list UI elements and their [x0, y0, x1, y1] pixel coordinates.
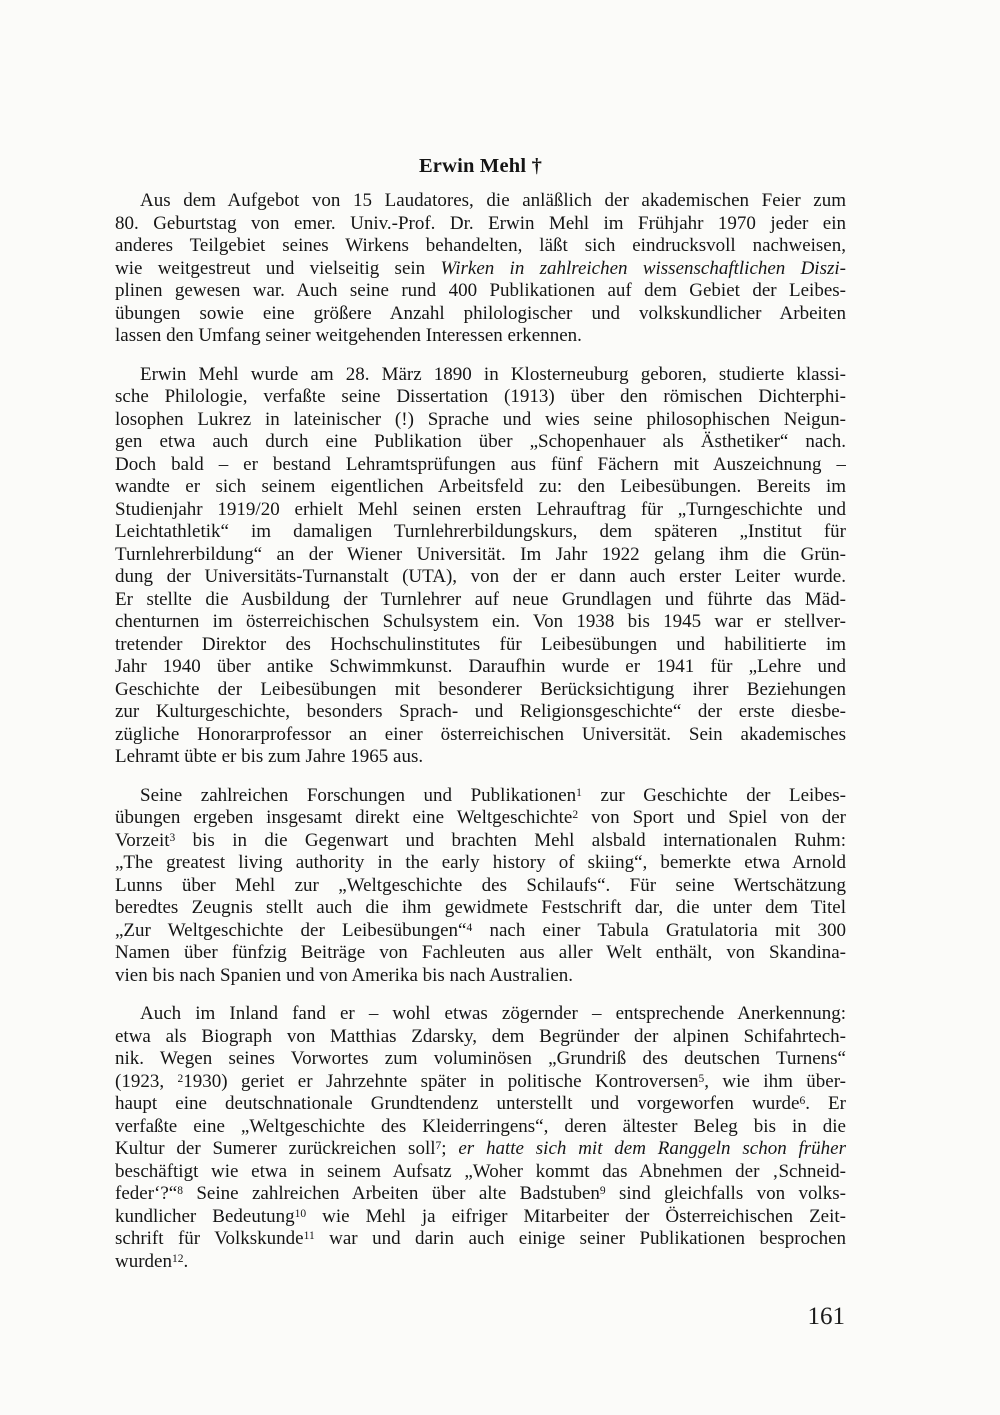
text-line: [115, 454, 846, 477]
footnote-reference: 10: [294, 1207, 307, 1220]
text-run: Jahr 1940 über antike Schwimmkunst. Daraufhin wurde er 1941 für „Lehre und: [115, 656, 846, 677]
text-line: [115, 1093, 846, 1116]
text-run: Er stellte die Ausbildung der Turnlehrer auf neue Grundlagen und führte das Mäd-: [115, 588, 846, 610]
text-run: wie Mehl ja eifriger Mitarbeiter der Österreichischen Zeit-: [306, 1205, 846, 1227]
text-line: [115, 303, 846, 326]
text-line: [115, 875, 846, 898]
text-line: [115, 409, 846, 432]
text-line: [115, 1228, 846, 1251]
text-run: Lehramt übte er bis zum Jahre 1965 aus.: [115, 746, 424, 767]
text-line: [115, 521, 846, 544]
text-line: [115, 656, 846, 679]
text-run: sind gleichfalls von volks-: [605, 1183, 846, 1204]
text-run: plinen gewesen war. Auch seine rund 400 Publikationen auf dem Gebiet der Leibes-: [115, 280, 846, 301]
text-run: Turnlehrerbildung“ an der Wiener Universität. Im Jahr 1922 gelang ihm die Grün-: [115, 543, 846, 565]
footnote-reference: 3: [169, 831, 176, 844]
text-line: [115, 258, 846, 281]
footnote-reference: 2: [177, 1072, 184, 1085]
text-run: schrift für Volkskunde: [115, 1228, 304, 1249]
footnote-reference: 8: [177, 1185, 183, 1197]
text-line: [115, 589, 846, 612]
text-run: feder‘?“: [115, 1183, 178, 1204]
text-run: Geschichte der Leibesübungen mit besonderer Berücksichtigung ihrer Beziehungen: [115, 678, 846, 700]
text-run: nik. Wegen seines Vorwortes zum voluminösen „Grundriß des deutschen Turnens“: [115, 1048, 846, 1069]
footnote-reference: 11: [303, 1230, 315, 1242]
text-run: (1923,: [115, 1070, 178, 1092]
text-line: [115, 431, 846, 454]
text-run: 1930) geriet er Jahrzehnte später in politische Kontroversen: [183, 1070, 699, 1092]
text-run: Leichtathletik“ im damaligen Turnlehrerbildungskurs, dem späteren „Institut für: [115, 521, 846, 542]
text-line: [115, 235, 846, 258]
paragraph: [115, 364, 846, 769]
text-line: [115, 476, 846, 499]
text-line: [115, 280, 846, 303]
text-run: ;: [441, 1138, 459, 1159]
text-run: .: [183, 1250, 189, 1272]
paragraph: [115, 190, 846, 348]
text-line: [115, 1116, 846, 1139]
text-run: wandte er sich seinem eigentlichen Arbeitsfeld zu: den Leibesübungen. Bereits im: [115, 476, 846, 497]
text-line: [115, 965, 846, 988]
text-run: Erwin Mehl wurde am 28. März 1890 in Klosterneuburg geboren, studierte klassi-: [140, 363, 846, 385]
text-line: [115, 724, 846, 747]
text-run: tretender Direktor des Hochschulinstitutes für Leibesübungen und habilitierte im: [115, 633, 846, 655]
footnote-reference: 7: [435, 1140, 442, 1152]
text-line: [115, 1183, 846, 1206]
footnote-reference: 12: [171, 1252, 184, 1265]
paragraph: [115, 1003, 846, 1273]
text-line: [115, 1161, 846, 1184]
footnote-reference: 2: [572, 809, 579, 821]
text-line: [115, 785, 846, 808]
text-run: vien bis nach Spanien und von Amerika bis nach Australien.: [115, 964, 574, 986]
text-line: [115, 897, 846, 920]
text-line: [115, 1003, 846, 1026]
text-run: übungen ergeben insgesamt direkt eine Weltgeschichte: [115, 807, 573, 828]
article-title: Erwin Mehl †: [418, 155, 543, 177]
text-run: wurden: [115, 1250, 172, 1272]
italic-text-run: Wirken in zahlreichen wissenschaftlichen Diszi-: [440, 257, 846, 279]
text-line: [115, 679, 846, 702]
text-run: Kultur der Sumerer zurückreichen soll: [115, 1138, 436, 1159]
text-run: zur Kulturgeschichte, besonders Sprach- und Religionsgeschichte“ der erste diesbe-: [115, 701, 846, 722]
text-run: dung der Universitäts-Turnanstalt (UTA), von der er dann auch erster Leiter wurde.: [115, 566, 846, 587]
text-run: „Zur Weltgeschichte der Leibesübungen“: [115, 919, 467, 941]
text-line: [115, 701, 846, 724]
text-line: [115, 942, 846, 965]
text-run: Studienjahr 1919/20 erhielt Mehl seinen ersten Lehrauftrag für „Turngeschichte und: [115, 498, 846, 520]
text-block: [115, 155, 846, 1273]
text-run: wie weitgestreut und vielseitig sein: [115, 257, 441, 279]
text-line: [115, 634, 846, 657]
text-run: anderes Teilgebiet seines Wirkens behandelten, läßt sich eindrucksvoll nachweisen,: [115, 235, 846, 256]
text-line: [115, 386, 846, 409]
text-run: übungen sowie eine größere Anzahl philologischer und volkskundlicher Arbeiten: [115, 302, 846, 324]
text-run: bis in die Gegenwart und brachten Mehl alsbald internationalen Ruhm:: [175, 829, 846, 851]
text-run: verfaßte eine „Weltgeschichte des Kleiderringens“, deren ältester Beleg bis in die: [115, 1115, 846, 1137]
text-line: [115, 830, 846, 853]
text-run: etwa als Biograph von Matthias Zdarsky, dem Begründer der alpinen Schifahrtech-: [115, 1025, 846, 1047]
text-line: [115, 190, 846, 213]
footnote-reference: 9: [599, 1185, 606, 1197]
text-run: zur Geschichte der Leibes-: [581, 784, 846, 806]
text-run: . Er: [805, 1093, 846, 1114]
text-run: „The greatest living authority in the early history of skiing“, bemerkte etwa Arnold: [115, 852, 846, 873]
text-line: [115, 1071, 846, 1094]
text-run: chenturnen im österreichischen Schulsystem ein. Von 1938 bis 1945 war er stellver-: [115, 611, 846, 632]
text-run: losophen Lukrez in lateinischer (!) Sprache und wies seine philosophischen Neigun-: [115, 408, 846, 430]
text-run: kundlicher Bedeutung: [115, 1205, 295, 1227]
text-run: Vorzeit: [115, 829, 170, 851]
footnote-reference: 6: [799, 1095, 806, 1107]
text-run: sche Philologie, verfaßte seine Dissertation (1913) über den römischen Dichterphi-: [115, 386, 846, 407]
text-run: , wie ihm über-: [704, 1070, 846, 1092]
text-line: [115, 746, 846, 769]
text-run: Aus dem Aufgebot von 15 Laudatores, die anläßlich der akademischen Feier zum: [140, 190, 846, 211]
text-line: [115, 1026, 846, 1049]
text-run: beschäftigt wie etwa in seinem Aufsatz „Woher kommt das Abnehmen der ‚Schneid-: [115, 1160, 846, 1182]
text-line: [115, 325, 846, 348]
text-run: Seine zahlreichen Forschungen und Publikationen: [140, 784, 577, 806]
italic-text-run: er hatte sich mit dem Ranggeln schon früher: [458, 1138, 846, 1159]
text-line: [115, 566, 846, 589]
text-run: Lunns über Mehl zur „Weltgeschichte des Schilaufs“. Für seine Wertschätzung: [115, 874, 846, 896]
text-line: [115, 611, 846, 634]
text-line: [115, 1251, 846, 1274]
text-line: [115, 1206, 846, 1229]
text-line: [115, 1138, 846, 1161]
text-run: Doch bald – er bestand Lehramtsprüfungen aus fünf Fächern mit Auszeichnung –: [115, 453, 846, 475]
text-run: war und darin auch einige seiner Publikationen besprochen: [314, 1228, 846, 1249]
text-line: [115, 920, 846, 943]
text-run: zügliche Honorarprofessor an einer österreichischen Universität. Sein akademisches: [115, 723, 846, 745]
footnote-reference: 5: [698, 1072, 705, 1085]
text-line: [115, 213, 846, 236]
text-line: [115, 364, 846, 387]
text-line: [115, 544, 846, 567]
text-line: [115, 1048, 846, 1071]
text-line: [115, 807, 846, 830]
text-run: Seine zahlreichen Arbeiten über alte Badstuben: [182, 1183, 600, 1204]
text-run: gen etwa auch durch eine Publikation über „Schopenhauer als Ästhetiker“ nach.: [115, 431, 846, 452]
body-paragraphs: [115, 190, 846, 1273]
text-run: nach einer Tabula Gratulatoria mit 300: [472, 919, 846, 941]
text-run: haupt eine deutschnationale Grundtendenz unterstellt und vorgeworfen wurde: [115, 1093, 800, 1114]
footnote-reference: 1: [576, 786, 582, 799]
footnote-reference: 4: [466, 921, 473, 934]
text-run: lassen den Umfang seiner weitgehenden Interessen erkennen.: [115, 325, 582, 346]
text-run: 80. Geburtstag von emer. Univ.-Prof. Dr. Erwin Mehl im Frühjahr 1970 jeder ein: [115, 212, 846, 234]
text-run: von Sport und Spiel von der: [578, 807, 846, 828]
text-run: beredtes Zeugnis stellt auch die ihm gewidmete Festschrift dar, die unter dem Titel: [115, 897, 846, 918]
text-line: [115, 852, 846, 875]
text-line: [115, 499, 846, 522]
paragraph: [115, 785, 846, 988]
text-run: Namen über fünfzig Beiträge von Fachleuten aus aller Welt enthält, von Skandina-: [115, 942, 846, 963]
text-run: Auch im Inland fand er – wohl etwas zögernder – entsprechende Anerkennung:: [140, 1003, 846, 1024]
page-number: 161: [807, 1303, 845, 1330]
